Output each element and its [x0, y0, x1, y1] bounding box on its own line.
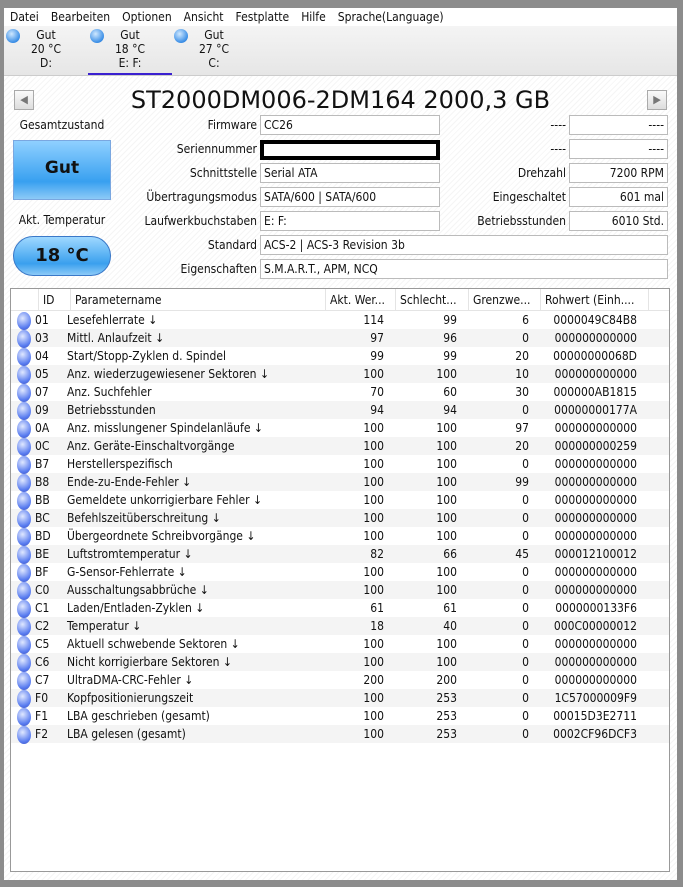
cell-id: 05	[35, 367, 49, 381]
power-on-count-label: Eingeschaltet	[492, 190, 566, 204]
col-current[interactable]: Akt. Wer...	[326, 289, 396, 310]
cell-worst: 100	[436, 565, 457, 579]
cell-threshold: 0	[522, 655, 529, 669]
cell-worst: 40	[443, 619, 457, 633]
cell-worst: 66	[443, 547, 457, 561]
cell-raw: 000012100012	[554, 547, 637, 561]
cell-raw: 000000000000	[554, 457, 637, 471]
status-dot-icon	[17, 438, 31, 456]
cell-threshold: 0	[522, 457, 529, 471]
cell-raw: 0002CF96DCF3	[553, 727, 637, 741]
title-row	[4, 84, 677, 118]
status-dot-icon	[17, 672, 31, 690]
cell-threshold: 0	[522, 493, 529, 507]
cell-current: 100	[363, 637, 384, 651]
cell-raw: 000000000259	[554, 439, 637, 453]
cell-id: C2	[35, 619, 50, 633]
cell-threshold: 0	[522, 673, 529, 687]
standard-value: ACS-2 | ACS-3 Revision 3b	[260, 235, 668, 255]
cell-worst: 100	[436, 493, 457, 507]
cell-name: Aktuell schwebende Sektoren ↓	[67, 637, 240, 651]
table-row[interactable]	[11, 527, 669, 545]
menu-optionen[interactable]: Optionen	[122, 10, 172, 24]
table-row[interactable]	[11, 329, 669, 347]
table-row[interactable]	[11, 689, 669, 707]
table-row[interactable]	[11, 581, 669, 599]
cell-raw: 000000000000	[554, 655, 637, 669]
cell-worst: 100	[436, 439, 457, 453]
cell-id: B8	[35, 475, 50, 489]
cell-current: 100	[363, 727, 384, 741]
cell-raw: 000000000000	[554, 529, 637, 543]
cell-current: 100	[363, 493, 384, 507]
table-row[interactable]	[11, 545, 669, 563]
cell-current: 100	[363, 421, 384, 435]
cell-worst: 100	[436, 457, 457, 471]
serial-value-redacted	[260, 140, 440, 160]
cell-id: B7	[35, 457, 50, 471]
cell-worst: 253	[436, 709, 457, 723]
status-dot-icon	[17, 726, 31, 744]
col-name[interactable]: Parametername	[71, 289, 326, 310]
features-label: Eigenschaften	[180, 262, 257, 276]
drive-temp: 27 °C	[198, 42, 230, 56]
cell-threshold: 0	[522, 637, 529, 651]
cell-worst: 100	[436, 637, 457, 651]
cell-id: 04	[35, 349, 49, 363]
table-row[interactable]	[11, 707, 669, 725]
cell-id: 03	[35, 331, 49, 345]
cell-current: 97	[370, 331, 384, 345]
cell-name: Anz. Suchfehler	[67, 385, 152, 399]
cell-threshold: 0	[522, 691, 529, 705]
table-row[interactable]	[11, 653, 669, 671]
status-dot-icon	[174, 29, 188, 43]
cell-worst: 96	[443, 331, 457, 345]
status-dot-icon	[17, 546, 31, 564]
letters-value: E: F:	[260, 211, 440, 231]
cell-name: Mittl. Anlaufzeit ↓	[67, 331, 165, 345]
status-dot-icon	[6, 29, 20, 43]
cell-threshold: 10	[515, 367, 529, 381]
drive-temp: 18 °C	[114, 42, 146, 56]
cell-id: C5	[35, 637, 50, 651]
interface-label: Schnittstelle	[189, 166, 257, 180]
cell-raw: 000000000000	[554, 493, 637, 507]
status-dot-icon	[17, 528, 31, 546]
table-row[interactable]	[11, 347, 669, 365]
table-row[interactable]	[11, 599, 669, 617]
cell-current: 100	[363, 565, 384, 579]
cell-raw: 000000000000	[554, 421, 637, 435]
cell-raw: 1C57000009F9	[554, 691, 637, 705]
table-row[interactable]	[11, 617, 669, 635]
app-window	[4, 8, 677, 880]
status-dot-icon	[17, 402, 31, 420]
cell-current: 99	[370, 349, 384, 363]
cell-current: 100	[363, 475, 384, 489]
rpm-label: Drehzahl	[517, 166, 566, 180]
cell-threshold: 45	[515, 547, 529, 561]
cell-name: Anz. misslungener Spindelanläufe ↓	[67, 421, 263, 435]
cell-current: 100	[363, 511, 384, 525]
serial-label: Seriennummer	[176, 142, 257, 156]
status-dot-icon	[90, 29, 104, 43]
hours-label: Betriebsstunden	[477, 214, 566, 228]
cell-worst: 100	[436, 421, 457, 435]
drive-temp: 20 °C	[30, 42, 62, 56]
cell-worst: 253	[436, 727, 457, 741]
cell-worst: 100	[436, 511, 457, 525]
prev-drive-button[interactable]: ◀	[14, 90, 34, 110]
menu-datei[interactable]: Datei	[10, 10, 39, 24]
cell-id: 07	[35, 385, 49, 399]
cell-raw: 00000000068D	[553, 349, 637, 363]
cell-raw: 000000000000	[554, 673, 637, 687]
cell-raw: 000C00000012	[553, 619, 637, 633]
table-row[interactable]	[11, 383, 669, 401]
cell-current: 100	[363, 529, 384, 543]
cell-threshold: 6	[522, 313, 529, 327]
cell-worst: 200	[436, 673, 457, 687]
cell-name: Betriebsstunden	[67, 403, 156, 417]
cell-current: 100	[363, 457, 384, 471]
drive-status: Gut	[120, 28, 140, 42]
cell-raw: 000000000000	[554, 565, 637, 579]
cell-name: LBA geschrieben (gesamt)	[67, 709, 210, 723]
cell-id: 0C	[35, 439, 50, 453]
drive-tabs	[4, 26, 677, 76]
status-dot-icon	[17, 564, 31, 582]
cell-current: 70	[370, 385, 384, 399]
menu-bearbeiten[interactable]: Bearbeiten	[50, 10, 111, 24]
cell-threshold: 0	[522, 529, 529, 543]
cell-raw: 000000AB1815	[553, 385, 637, 399]
menu-ansicht[interactable]: Ansicht	[183, 10, 224, 24]
cell-threshold: 97	[515, 421, 529, 435]
cell-worst: 100	[436, 367, 457, 381]
cell-id: BB	[35, 493, 50, 507]
cell-name: Anz. Geräte-Einschaltvorgänge	[67, 439, 235, 453]
cell-threshold: 99	[515, 475, 529, 489]
cell-worst: 99	[443, 313, 457, 327]
temp-label: Akt. Temperatur	[18, 213, 106, 227]
cell-name: Kopfpositionierungszeit	[67, 691, 194, 705]
cell-id: 01	[35, 313, 49, 327]
cell-raw: 000000000000	[554, 331, 637, 345]
table-row[interactable]	[11, 635, 669, 653]
status-dot-icon	[17, 384, 31, 402]
smart-table	[10, 288, 670, 872]
status-dot-icon	[17, 654, 31, 672]
cell-name: G-Sensor-Fehlerrate ↓	[67, 565, 187, 579]
status-dot-icon	[17, 492, 31, 510]
status-dot-icon	[17, 456, 31, 474]
col-raw[interactable]: Rohwert (Einh....	[541, 289, 649, 310]
cell-id: BF	[35, 565, 49, 579]
status-dot-icon	[17, 600, 31, 618]
cell-name: Übergeordnete Schreibvorgänge ↓	[67, 529, 256, 543]
cell-name: Lesefehlerrate ↓	[67, 313, 158, 327]
table-row[interactable]	[11, 491, 669, 509]
table-row[interactable]	[11, 455, 669, 473]
cell-id: BD	[35, 529, 51, 543]
drive-status: Gut	[36, 28, 56, 42]
table-row[interactable]	[11, 365, 669, 383]
cell-name: Gemeldete unkorrigierbare Fehler ↓	[67, 493, 262, 507]
next-drive-button[interactable]: ▶	[647, 90, 667, 110]
cell-threshold: 20	[515, 349, 529, 363]
table-row[interactable]	[11, 401, 669, 419]
cell-worst: 100	[436, 475, 457, 489]
cell-raw: 0000049C84B8	[553, 313, 637, 327]
cell-id: C7	[35, 673, 50, 687]
cell-id: F0	[35, 691, 49, 705]
cell-worst: 94	[443, 403, 457, 417]
status-dot-icon	[17, 708, 31, 726]
menu-bar	[4, 8, 677, 26]
drive-letter: E: F:	[118, 56, 142, 70]
table-row[interactable]	[11, 419, 669, 437]
cell-current: 94	[370, 403, 384, 417]
table-header	[11, 289, 669, 311]
drive-letter: D:	[40, 56, 52, 70]
status-dot-icon	[17, 474, 31, 492]
table-row[interactable]	[11, 437, 669, 455]
table-row[interactable]	[11, 509, 669, 527]
cell-current: 200	[363, 673, 384, 687]
r1-value: ----	[569, 115, 668, 135]
cell-threshold: 0	[522, 565, 529, 579]
menu-sprache[interactable]: Sprache(Language)	[337, 10, 444, 24]
r1-label: ----	[550, 118, 566, 132]
cell-name: Herstellerspezifisch	[67, 457, 173, 471]
table-row[interactable]	[11, 725, 669, 743]
status-dot-icon	[17, 582, 31, 600]
cell-current: 100	[363, 439, 384, 453]
cell-worst: 100	[436, 655, 457, 669]
cell-raw: 00015D3E2711	[553, 709, 637, 723]
cell-id: F2	[35, 727, 49, 741]
cell-threshold: 0	[522, 727, 529, 741]
status-dot-icon	[17, 618, 31, 636]
cell-current: 100	[363, 691, 384, 705]
cell-worst: 100	[436, 529, 457, 543]
cell-name: Anz. wiederzugewiesener Sektoren ↓	[67, 367, 269, 381]
table-row[interactable]	[11, 671, 669, 689]
cell-name: UltraDMA-CRC-Fehler ↓	[67, 673, 194, 687]
cell-id: 0A	[35, 421, 50, 435]
menu-festplatte[interactable]: Festplatte	[235, 10, 290, 24]
standard-label: Standard	[207, 238, 257, 252]
temperature-display: 18 °C	[13, 236, 111, 276]
cell-raw: 00000000177A	[554, 403, 637, 417]
col-status[interactable]	[11, 289, 39, 310]
rpm-value: 7200 RPM	[569, 163, 668, 183]
cell-current: 114	[363, 313, 384, 327]
status-dot-icon	[17, 690, 31, 708]
cell-raw: 000000000000	[554, 367, 637, 381]
r2-value: ----	[569, 139, 668, 159]
cell-id: C1	[35, 601, 50, 615]
cell-worst: 253	[436, 691, 457, 705]
drive-status: Gut	[204, 28, 224, 42]
cell-current: 61	[370, 601, 384, 615]
cell-name: Nicht korrigierbare Sektoren ↓	[67, 655, 232, 669]
cell-name: Ende-zu-Ende-Fehler ↓	[67, 475, 192, 489]
status-dot-icon	[17, 348, 31, 366]
cell-worst: 100	[436, 583, 457, 597]
transfer-label: Übertragungsmodus	[146, 190, 257, 204]
interface-value: Serial ATA	[260, 163, 440, 183]
health-label: Gesamtzustand	[19, 118, 105, 132]
cell-name: Laden/Entladen-Zyklen ↓	[67, 601, 205, 615]
cell-id: BC	[35, 511, 50, 525]
col-id[interactable]: ID	[39, 289, 71, 310]
status-dot-icon	[17, 510, 31, 528]
cell-worst: 61	[443, 601, 457, 615]
power-on-count-value: 601 mal	[569, 187, 668, 207]
cell-name: Luftstromtemperatur ↓	[67, 547, 193, 561]
cell-threshold: 0	[522, 619, 529, 633]
cell-name: Temperatur ↓	[67, 619, 142, 633]
status-dot-icon	[17, 366, 31, 384]
cell-name: LBA gelesen (gesamt)	[67, 727, 186, 741]
cell-name: Ausschaltungsabbrüche ↓	[67, 583, 209, 597]
features-value: S.M.A.R.T., APM, NCQ	[260, 259, 668, 279]
hours-value: 6010 Std.	[569, 211, 668, 231]
r2-label: ----	[550, 142, 566, 156]
drive-letter: C:	[208, 56, 220, 70]
cell-current: 100	[363, 583, 384, 597]
cell-name: Befehlszeitüberschreitung ↓	[67, 511, 221, 525]
table-row[interactable]	[11, 311, 669, 329]
letters-label: Laufwerkbuchstaben	[144, 214, 257, 228]
cell-id: F1	[35, 709, 49, 723]
cell-worst: 60	[443, 385, 457, 399]
cell-threshold: 0	[522, 583, 529, 597]
cell-threshold: 30	[515, 385, 529, 399]
cell-current: 82	[370, 547, 384, 561]
cell-id: 09	[35, 403, 49, 417]
drive-tab-c[interactable]	[172, 26, 256, 75]
drive-tab-d[interactable]	[4, 26, 88, 75]
cell-threshold: 0	[522, 709, 529, 723]
cell-current: 100	[363, 367, 384, 381]
cell-threshold: 0	[522, 403, 529, 417]
transfer-value: SATA/600 | SATA/600	[260, 187, 440, 207]
col-threshold[interactable]: Grenzwe...	[469, 289, 541, 310]
status-dot-icon	[17, 636, 31, 654]
cell-raw: 000000000000	[554, 511, 637, 525]
cell-threshold: 0	[522, 511, 529, 525]
cell-id: C0	[35, 583, 50, 597]
table-row[interactable]	[11, 473, 669, 491]
cell-raw: 0000000133F6	[555, 601, 637, 615]
cell-current: 18	[370, 619, 384, 633]
cell-name: Start/Stopp-Zyklen d. Spindel	[67, 349, 227, 363]
menu-hilfe[interactable]: Hilfe	[301, 10, 326, 24]
cell-current: 100	[363, 655, 384, 669]
cell-current: 100	[363, 709, 384, 723]
cell-id: C6	[35, 655, 50, 669]
cell-threshold: 0	[522, 331, 529, 345]
firmware-label: Firmware	[207, 118, 257, 132]
col-worst[interactable]: Schlecht...	[396, 289, 469, 310]
drive-title: ST2000DM006-2DM164 2000,3 GB	[130, 86, 551, 114]
cell-worst: 99	[443, 349, 457, 363]
cell-raw: 000000000000	[554, 475, 637, 489]
drive-tab-ef[interactable]	[88, 26, 172, 75]
cell-threshold: 20	[515, 439, 529, 453]
status-dot-icon	[17, 420, 31, 438]
firmware-value: CC26	[260, 115, 440, 135]
table-row[interactable]	[11, 563, 669, 581]
cell-raw: 000000000000	[554, 583, 637, 597]
status-dot-icon	[17, 330, 31, 348]
cell-id: BE	[35, 547, 50, 561]
table-body	[11, 311, 669, 743]
cell-threshold: 0	[522, 601, 529, 615]
health-status-button[interactable]: Gut	[13, 140, 111, 200]
cell-raw: 000000000000	[554, 637, 637, 651]
status-dot-icon	[17, 312, 31, 330]
